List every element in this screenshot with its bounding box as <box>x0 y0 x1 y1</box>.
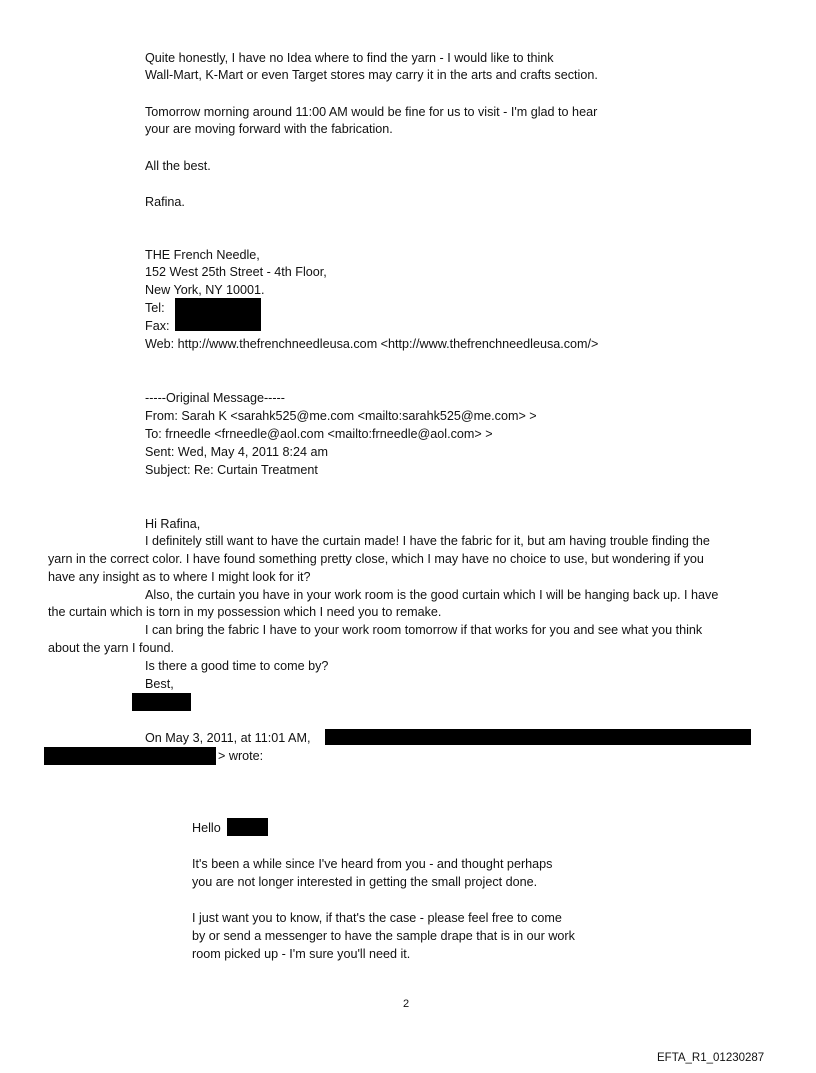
signature-street: 152 West 25th Street - 4th Floor, <box>145 265 327 279</box>
quoted-line-4: by or send a messenger to have the sample drape that is in our work <box>192 929 575 943</box>
redaction-phone <box>175 298 261 331</box>
reply-closing: All the best. <box>145 159 211 173</box>
header-sent: Sent: Wed, May 4, 2011 8:24 am <box>145 445 328 459</box>
quoted-line-3: I just want you to know, if that's the case - please feel free to come <box>192 911 562 925</box>
document-id: EFTA_R1_01230287 <box>657 1052 765 1064</box>
redaction-recipient-name <box>227 818 268 836</box>
message-line-1: I definitely still want to have the curtain made! I have the fabric for it, but am having trouble finding the <box>145 534 710 548</box>
message-line-4: Also, the curtain you have in your work room is the good curtain which I will be hanging back up. I have <box>145 588 719 602</box>
signature-tel-label: Tel: <box>145 301 165 315</box>
header-subject: Subject: Re: Curtain Treatment <box>145 463 318 477</box>
page-number: 2 <box>403 998 410 1010</box>
signature-city: New York, NY 10001. <box>145 283 265 297</box>
reply-line-1: Quite honestly, I have no Idea where to find the yarn - I would like to think <box>145 51 554 65</box>
reply-line-3: Tomorrow morning around 11:00 AM would be fine for us to visit - I'm glad to hear <box>145 105 598 119</box>
signature-company: THE French Needle, <box>145 248 260 262</box>
reply-line-4: your are moving forward with the fabrication. <box>145 122 393 136</box>
signature-fax-label: Fax: <box>145 319 170 333</box>
quoted-hello: Hello <box>192 821 221 835</box>
quote-on-line: On May 3, 2011, at 11:01 AM, <box>145 731 311 745</box>
redaction-sender-email <box>325 729 751 745</box>
message-greeting: Hi Rafina, <box>145 517 201 531</box>
message-line-9: Best, <box>145 677 174 691</box>
quoted-line-2: you are not longer interested in getting the small project done. <box>192 875 538 889</box>
quoted-line-1: It's been a while since I've heard from you - and thought perhaps <box>192 857 553 871</box>
original-message-divider: -----Original Message----- <box>145 391 285 405</box>
message-line-2: yarn in the correct color. I have found something pretty close, which I may have no choice to use, but wondering if you <box>48 552 704 566</box>
header-to: To: frneedle <frneedle@aol.com <mailto:frneedle@aol.com> > <box>145 427 493 441</box>
quote-wrote: > wrote: <box>218 749 264 763</box>
message-line-3: have any insight as to where I might look for it? <box>48 570 311 584</box>
quoted-line-5: room picked up - I'm sure you'll need it. <box>192 947 411 961</box>
message-line-5: the curtain which is torn in my possession which I need you to remake. <box>48 605 442 619</box>
message-line-7: about the yarn I found. <box>48 641 175 655</box>
message-line-6: I can bring the fabric I have to your work room tomorrow if that works for you and see what you think <box>145 623 703 637</box>
message-line-8: Is there a good time to come by? <box>145 659 329 673</box>
header-from: From: Sarah K <sarahk525@me.com <mailto:sarahk525@me.com> > <box>145 409 537 423</box>
redaction-sender-email-continued <box>44 747 216 765</box>
reply-sender-name: Rafina. <box>145 195 185 209</box>
reply-line-2: Wall-Mart, K-Mart or even Target stores may carry it in the arts and crafts section. <box>145 68 598 82</box>
redaction-signature-name <box>132 693 191 711</box>
signature-web: Web: http://www.thefrenchneedleusa.com <http://www.thefrenchneedleusa.com/> <box>145 337 599 351</box>
